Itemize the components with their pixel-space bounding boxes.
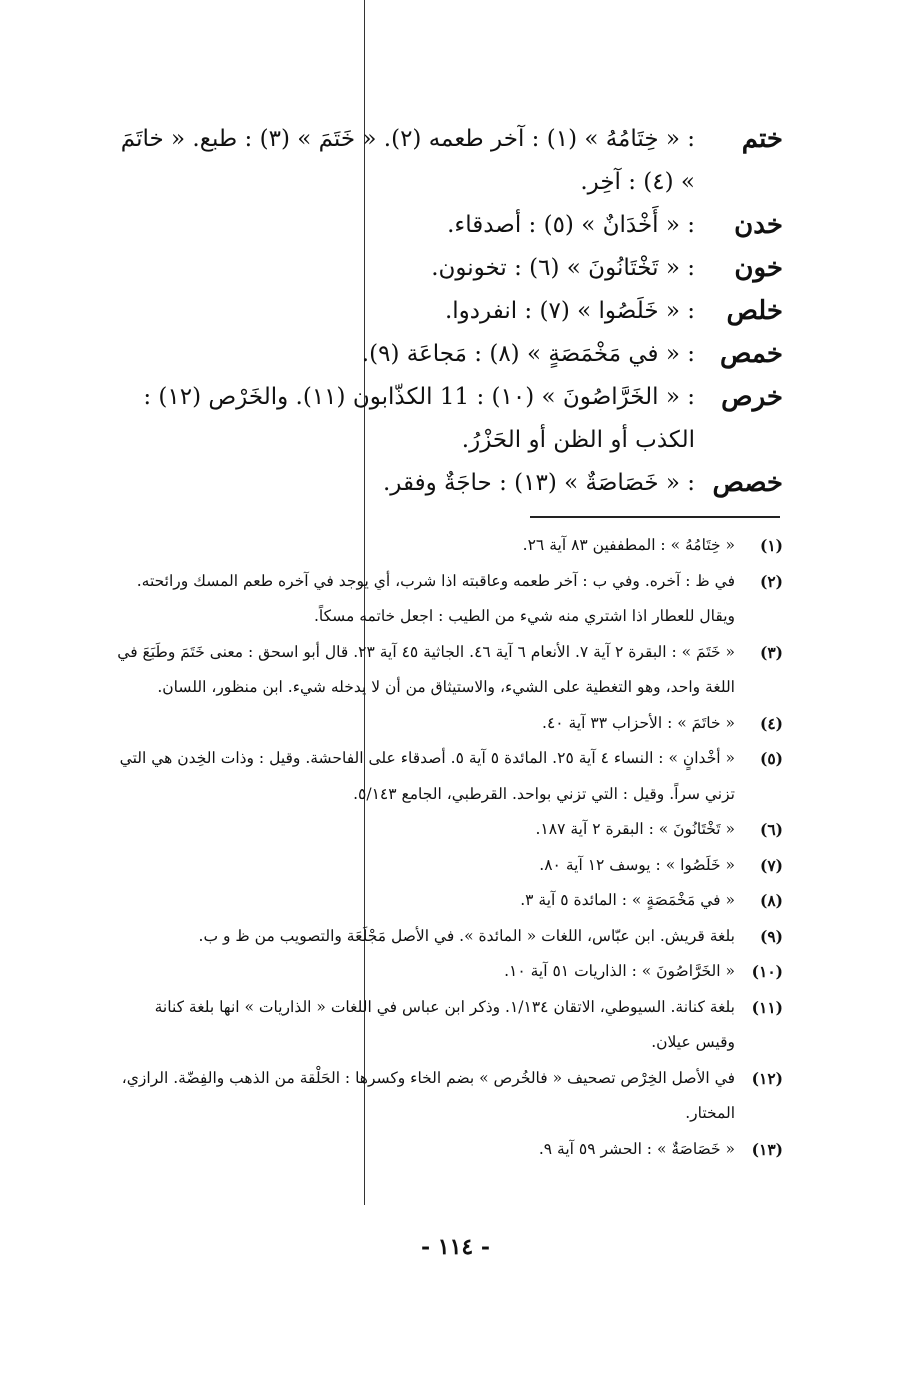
footnote [111,883,783,919]
entry-text: : « خِتَامُهُ » (١) : آخر طعمه (٢). « خَتَمَ » (٣) : طبع. « خاتَمَ » (٤) : آخِر. [120,126,695,195]
entry-root: خلص [726,296,783,326]
footnote-number: (١٠) [751,962,783,981]
footnote [111,564,783,635]
footnote-text: « خاتَمَ » : الأحزاب ٣٣ آية ٤٠. [542,713,735,732]
footnote-text: « خِتَامُهُ » : المطففين ٨٣ آية ٢٦. [522,536,735,554]
footnote-text: « خَصَاصَةٌ » : الحشر ٥٩ آية ٩. [538,1139,735,1158]
footnote-number: (٩) [759,926,783,946]
entry-root: خدن [734,210,783,240]
footnote-number: (٥) [759,749,783,768]
footnote-number: (١٢) [751,1068,783,1088]
footnote-text: « أخْدانٍ » : النساء ٤ آية ٢٥. المائدة ٥ آية ٥. أصدقاء على الفاحشة. وقيل : وذات الخِدن هي التي تزني سراً. وقيل : التي تزني بواحد. القرطبي، الجامع ٥/١٤٣. [119,749,735,803]
entry-root: خمص [720,339,783,369]
footnote-number: (٨) [759,891,783,910]
footnote [111,1132,783,1168]
footnote-text: « خَتَمَ » : البقرة ٢ آية ٧. الأنعام ٦ آية ٤٦. الجاثية ٤٥ آية ٢٣. قال أبو اسحق : معنى خَتَمَ وطَبَعَ في اللغة واحد، وهو التغطية على الشيء، والاستيثاق من أن لا يدخله شيء. ابن منظور، اللسان. [117,642,735,696]
entry-text: : « خَصَاصَةٌ » (١٣) : حاجَةٌ وفقر. [382,470,695,496]
footnote-text: « الخَرَّاصُونَ » : الذاريات ٥١ آية ١٠. [504,962,735,980]
footnote [111,528,783,564]
entry-kharas [113,376,783,462]
footnote-number: (١١) [751,997,783,1017]
footnote-number: (١) [759,536,783,555]
entry-text: : « أَخْدَانٌ » (٥) : أصدقاء. [447,212,695,238]
footnote-text: في ظ : آخره. وفي ب : آخر طعمه وعاقبته اذا شرب، أي يوجد في آخره طعم المسك ورائحته. ويقال للعطار اذا اشتري منه شيء من الطيب : اجعل خاتمه مسكاً. [136,571,735,625]
footnote [111,919,783,955]
footnote [111,812,783,848]
footnote-text: في الأصل الخِرْص تصحيف « فالخُرص » بضم الخاء وكسرها : الحَلْقة من الذهب والفِضّة. الرازي، المختار. [121,1068,735,1122]
footnote [111,706,783,742]
entry-root: خرص [721,382,783,412]
entry-root: خون [734,253,783,283]
page-number: - ١١٤ - [420,1234,491,1260]
entry-khalas [113,290,783,333]
footnote [111,848,783,884]
footnote-number: (٢) [759,571,783,591]
footnote-number: (١٣) [751,1139,783,1159]
footnote-text: « خَلَصُوا » : يوسف ١٢ آية ٨٠. [539,855,735,874]
footnote [111,954,783,990]
footnote-number: (٣) [759,642,783,662]
footnotes [111,528,783,1167]
footnote-separator [530,516,780,518]
footnote [111,741,783,812]
dictionary-entries [113,118,783,505]
entry-khatam [113,118,783,204]
footnote-number: (٦) [759,820,783,839]
footnote-text: « في مَخْمَصَةٍ » : المائدة ٥ آية ٣. [520,891,735,909]
entry-khasas [113,462,783,505]
entry-text: : « تَخْتَانُونَ » (٦) : تخونون. [431,255,695,281]
footnote-text: « تَخْتَانُونَ » : البقرة ٢ آية ١٨٧. [535,820,735,838]
footnote [111,635,783,706]
footnote-text: بلغة قريش. ابن عبّاس، اللغات « المائدة ». في الأصل مَجْلَعَة والتصويب من ظ و ب. [198,926,735,945]
entry-khawn [113,247,783,290]
entry-text: : « في مَخْمَصَةٍ » (٨) : مَجاعَة (٩). [361,341,695,367]
entry-root: ختم [741,124,783,154]
footnote-text: بلغة كنانة. السيوطي، الاتقان ١/١٣٤. وذكر ابن عباس في اللغات « الذاريات » انها بلغة كنانة وقيس عيلان. [154,997,735,1051]
entry-khamas [113,333,783,376]
footnote-number: (٧) [759,855,783,875]
entry-khadan [113,204,783,247]
footnote-number: (٤) [759,713,783,733]
footnote [111,990,783,1061]
entry-text: : « الخَرَّاصُونَ » (١٠) : 11 الكذّابون (١١). والخَرْص (١٢) : الكذب أو الظن أو الحَزْرُ. [143,384,695,453]
entry-text: : « خَلَصُوا » (٧) : انفردوا. [444,298,695,324]
entry-root: خصص [712,468,783,498]
footnote [111,1061,783,1132]
